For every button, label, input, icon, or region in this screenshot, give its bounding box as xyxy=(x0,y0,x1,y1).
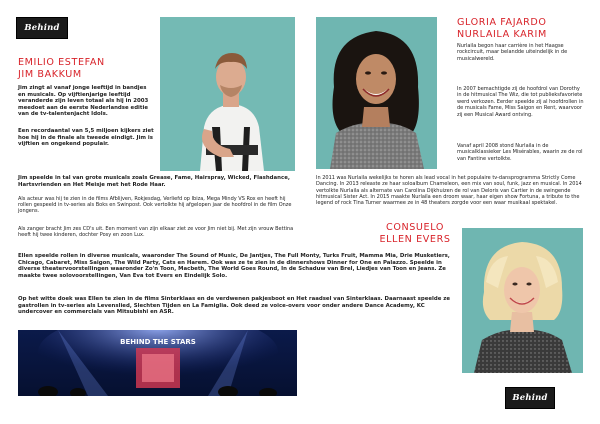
gloria-paragraph-4: In 2011 was Nurlaila wekelijks te horen als lead vocal in het populaire tv-dansprogramma Strictly Come Dancing. In 2013 releaste ze haar soloalbum Chameleon, een mix van soul, funk, jazz en musical. In 2014 vertolkte Nurlaila als alternate van Carolina Dijkhuizen de rol van Deloris van Cartier in de swingende hitmusical Sister Act. In 2015 maakte Nurlaila een droom waar, haar eigen show Fortuna, a tribute to the legend of rock Tina Turner waarmee ze in 48 theaters zorgde voor een waar musikaal spektakel. xyxy=(316,175,582,207)
photo-nurlaila-karim xyxy=(316,17,437,169)
role-name: EMILIO ESTEFAN xyxy=(18,57,105,68)
logo-top-text: Behind The Stars xyxy=(18,23,66,53)
gloria-paragraph-3: Vanaf april 2008 stond Nurlaila in de musicalklassieker Les Misérables, waarin ze de rol van Fantine vertolkte. xyxy=(457,143,583,162)
emilio-paragraph-1: Jim zingt al vanaf jonge leeftijd in bandjes en musicals. Op vijftienjarige leeftijd veranderde zijn leven totaal als hij in 2003 meedoet aan de eerste Nederlandse editie van de tv-talentenjacht Idols. xyxy=(18,85,149,118)
stage-banner-image xyxy=(18,330,297,396)
logo-bottom xyxy=(505,387,555,423)
consuelo-paragraph-2: Op het witte doek was Ellen te zien in de films Sinterklaas en de verdwenen pakjesboot en Het raadsel van Sinterklaas. Daarnaast speelde ze gastrollen in tv-series als Levenslied, Slechten Tijden en La Famiglia. Ook deed ze voice-overs voor onder andere Dance Academy, KC undercover en commercials van Mitsubishi en ASR. xyxy=(18,296,451,316)
role-name: CONSUELO xyxy=(386,222,444,233)
emilio-paragraph-5: Als zanger bracht Jim zes CD's uit. Een moment van zijn elkaar ziet ze voor Jim niet bij. Met zijn vrouw Bettina heeft hij twee kinderen, dochter Posy en zoon Lux. xyxy=(18,226,294,239)
emilio-paragraph-4: Als acteur was hij te zien in de films Afblijven, Rokjesdag, Verliefd op Ibiza, Mega Mindy VS Rox en heeft hij rollen gespeeld in tv-series als Boks en Swinpost. Ook vertolkte hij afgelopen jaar de hoofdrol in de film Onze jongens. xyxy=(18,196,292,215)
emilio-paragraph-2: Een recordaantal van 5,5 miljoen kijkers ziet hoe hij in de finale als tweede eindigt. Jim is vijftien en ongekend populair. xyxy=(18,128,154,148)
banner-title: BEHIND THE STARS xyxy=(120,338,196,346)
photo-ellen-evers xyxy=(462,228,583,373)
logo-top xyxy=(16,17,68,53)
gloria-paragraph-2: In 2007 bemachtigde zij de hoofdrol van Dorothy in de hitmusical The Wiz, die tot publieksfavoriete werd verkozen. Eerder speelde zij al hoofdrollen in de musicals Fame, Miss Saigon en Rent, waarvoor zij een Musical Award ontving. xyxy=(457,86,584,118)
emilio-paragraph-3: Jim speelde in tal van grote musicals zoals Grease, Fame, Hairspray, Wicked, Flashdance, Hartsvrienden en Het Meisje met het Rode Haar. xyxy=(18,175,290,188)
logo-bottom-text: Behind The Stars xyxy=(506,393,554,423)
role-name: GLORIA FAJARDO xyxy=(457,17,547,28)
gloria-paragraph-1: Nurlaila begon haar carrière in het Haagse rockcircuit, maar belandde uiteindelijk in de musicalwereld. xyxy=(457,43,568,62)
name-gloria-fajardo xyxy=(457,17,587,41)
name-emilio-estefan xyxy=(18,57,158,81)
name-consuelo xyxy=(365,222,465,246)
actor-name: NURLAILA KARIM xyxy=(457,29,547,40)
actor-name: JIM BAKKUM xyxy=(18,69,82,80)
consuelo-paragraph-1: Ellen speelde rollen in diverse musicals, waaronder The Sound of Music, De Jantjes, The Full Monty, Turks Fruit, Mamma Mia, Drie Musketiers, Chicago, Cabaret, Miss Saigon, The Wild Party, Cats en Harem. Ook was ze te zien in de dinnershows Dinner for One en Palazzo. Speelde in diverse theatervoorstellingen waaronder Zo'n Toon, Macbeth, The World Goes Round, In de Schaduw van Brel, Liedjes van Toon en Jeans. Ze maakte twee solovoorstellingen, Van Eva tot Evers en Eindelijk Solo. xyxy=(18,253,450,279)
photo-jim-bakkum xyxy=(160,17,295,171)
actor-name: ELLEN EVERS xyxy=(379,234,451,245)
